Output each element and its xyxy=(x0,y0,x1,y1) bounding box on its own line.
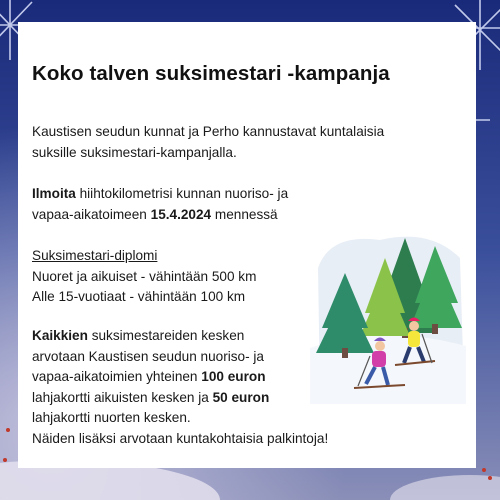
prizes-text: vapaa-aikatoimien yhteinen xyxy=(32,369,202,384)
report-text: vapaa-aikatoimeen xyxy=(32,206,151,222)
prizes-text: lahjakortti nuorten kesken. xyxy=(32,410,191,425)
diploma-section xyxy=(32,246,332,308)
prizes-text: lahjakortti aikuisten kesken ja xyxy=(32,389,213,405)
prizes-text: suksimestareiden kesken xyxy=(87,328,245,343)
page-title: Koko talven suksimestari -kampanja xyxy=(32,62,390,85)
diploma-heading: Suksimestari-diplomi xyxy=(32,248,158,263)
report-text: hiihtokilometrisi kunnan nuoriso- ja xyxy=(75,186,289,201)
prizes-text: arvotaan Kaustisen seudun nuoriso- ja xyxy=(32,348,264,364)
intro-paragraph xyxy=(32,122,452,163)
report-deadline: 15.4.2024 xyxy=(150,206,212,222)
prizes-lead: Kaikkien xyxy=(32,328,88,343)
intro-line: suksille suksimestari-kampanjalla. xyxy=(32,144,237,160)
prize-amount-adults: 100 euron xyxy=(201,369,266,384)
report-text: mennessä xyxy=(211,206,278,222)
diploma-kids: Alle 15-vuotiaat - vähintään 100 km xyxy=(32,289,246,304)
report-paragraph xyxy=(32,184,452,225)
diploma-adults: Nuoret ja aikuiset - vähintään 500 km xyxy=(32,268,257,284)
prizes-text: Näiden lisäksi arvotaan kuntakohtaisia palkintoja! xyxy=(32,430,329,446)
prize-amount-kids: 50 euron xyxy=(212,389,270,405)
report-lead: Ilmoita xyxy=(32,186,76,201)
skiers-illustration xyxy=(310,228,466,404)
info-card xyxy=(18,22,476,468)
intro-line: Kaustisen seudun kunnat ja Perho kannustavat kuntalaisia xyxy=(32,124,385,139)
